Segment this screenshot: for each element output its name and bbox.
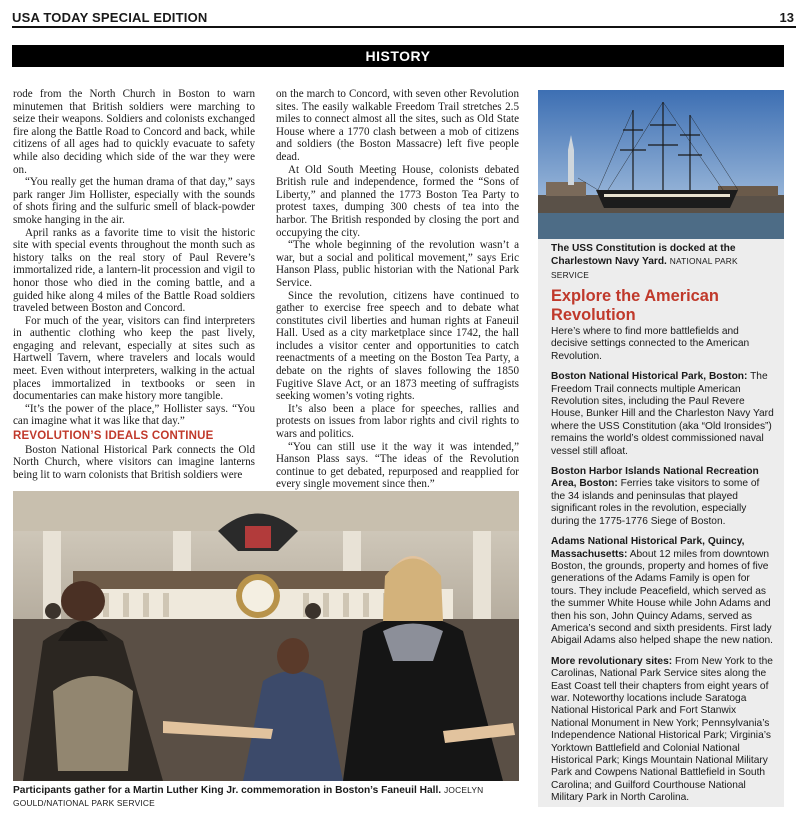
sidebar-body (551, 326, 775, 813)
sidebar-entry (551, 371, 775, 458)
faneuil-hall-photo (13, 491, 519, 781)
entry-heading: Boston National Historical Park, Boston: (551, 371, 748, 383)
sidebar-title: Explore the American Revolution (551, 287, 719, 324)
entry-heading: More revolutionary sites: (551, 655, 673, 667)
paragraph: April ranks as a favorite time to visit the historic site with special events throughout the month such as history talks on the real story of Paul Revere’s immortalized ride, a lantern-lit procession and vigil to honor those who died in the coming battle, and a guided hike along 4 miles of the Battle Road soldiers traveled between Boston and Concord. (13, 226, 255, 315)
paragraph: “It’s the power of the place,” Hollister says. “You can imagine what it was like that day.” (13, 402, 255, 428)
caption-text: Participants gather for a Martin Luther King Jr. commemoration in Boston’s Faneuil Hall. (13, 785, 442, 796)
section-banner: HISTORY (12, 45, 784, 67)
ship-caption-text: The USS Constitution is docked at the Charlestown Navy Yard. (551, 243, 736, 268)
entry-text: Ferries take visitors to some of the 34 islands and peninsulas that played significant roles in the revolution, especially during the 1775-1776 Siege of Boston. (551, 478, 760, 527)
entry-text: The Freedom Trail connects multiple American Revolution sites, including the Paul Revere House, Bunker Hill and the Charleston Navy Yard where the USS Constitution (aka “Old Ironsides”) remains the world’s oldest commissioned naval vessel still afloat. (551, 371, 774, 457)
ship-photo-credit: NATIONAL PARK SERVICE (551, 256, 738, 280)
paragraph: At Old South Meeting House, colonists debated British rule and independence, formed the “Sons of Liberty,” and planned the 1773 Boston Tea Party to protest taxes, dumping 300 chests of tea into the harbor. The British responded by closing the port and occupying the city. (276, 163, 519, 239)
sidebar-entry (551, 536, 775, 648)
entry-heading: Adams National Historical Park, Quincy, Massachusetts: (551, 536, 745, 560)
paragraph: For much of the year, visitors can find interpreters in authentic clothing who keep the past lively, engaging and relevant, especially at sites such as Hartwell Tavern, where travelers and locals would meet. Even without interpreters, walking in the actual places immortalized in textbooks or seen in documentaries can make history more tangible. (13, 314, 255, 403)
paragraph: on the march to Concord, with seven other Revolution sites. The easily walkable Freedom Trail stretches 2.5 miles to connect almost all the sites, such as Old State House where a 1770 clash between a mob of citizens and soldiers (the Boston Massacre) left five people dead. (276, 88, 519, 163)
paragraph: rode from the North Church in Boston to warn minutemen that British soldiers were marching to seize their weapons. Soldiers and colonists exchanged fire along the Battle Road to Concord and back, while citizens of all ages had to quickly evacuate to safety while also deciding which side of the war they were on. (13, 88, 255, 176)
paragraph: “You really get the human drama of that day,” says park ranger Jim Hollister, especially with the sounds of shots firing and the sulfuric smell of black-powder smoke hanging in the air. (13, 176, 255, 226)
paragraph: “You can still use it the way it was intended,” Hanson Plass says. “The ideas of the Revolution continue to get debated, repurposed and reapplied for every single movement since then.” (276, 440, 519, 491)
header-rule (12, 26, 796, 28)
photo-credit: JOCELYN GOULD/NATIONAL PARK SERVICE (13, 785, 484, 809)
article-column-1 (13, 88, 255, 481)
sidebar-entry (551, 656, 775, 805)
subhead: REVOLUTION’S IDEALS CONTINUE (13, 430, 214, 443)
page-number: 13 (779, 10, 794, 25)
entry-text: About 12 miles from downtown Boston, the grounds, property and homes of five generations of the Adams Family is open for tours. They include Peacefield, which served as the summer White House while John Adams and then his son, John Quincy Adams, served as America’s second and sixth presidents. First lady Abigail Adams also helped shape the new nation. (551, 548, 774, 647)
entry-heading: Boston Harbor Islands National Recreation Area, Boston: (551, 466, 759, 490)
ship-photo-caption (551, 243, 775, 282)
paragraph: “The whole beginning of the revolution wasn’t a war, but a social and political movement,” says Eric Hanson Plass, public historian with the National Park Service. (276, 239, 519, 289)
paragraph: Boston National Historical Park connects the Old North Church, where visitors can imagine lanterns being lit to warn colonists that British soldiers were (13, 443, 255, 481)
sidebar-entry (551, 466, 775, 528)
main-photo-caption (13, 784, 519, 811)
paragraph: It’s also been a place for speeches, rallies and protests on issues from labor rights and civil rights to wars and politics. (276, 402, 519, 441)
entry-text: From New York to the Carolinas, National Park Service sites along the East Coast tell their chapters from eight years of war. Noteworthy locations include Saratoga National Historical Park and Fort Stanwix National Monument in New York; Pennsylvania’s Independence National Historical Park; Virginia’s Yorktown Battlefield and Colonial National Historical Park; Kings Mountain National Military Park and Cowpens National Battlefield in South Carolina; and Guilford Courthouse National Military Park in North Carolina. (551, 655, 773, 804)
article-column-2 (276, 88, 519, 491)
sidebar-intro: Here’s where to find more battlefields and decisive settings connected to the American Revolution. (551, 326, 750, 362)
paragraph: Since the revolution, citizens have continued to gather to exercise free speech and to debate what constitutes civil liberties and human rights at Faneuil Hall. Used as a city marketplace since 1742, the hall includes a visitor center and opportunities to catch reenactments of a meeting on the Boston Tea Party, a debate on the rights of slaves following the 1850 Fugitive Slave Act, or an 1873 meeting of suffragists seeking women’s voting rights. (276, 289, 519, 403)
publication-title: USA TODAY SPECIAL EDITION (12, 10, 208, 25)
uss-constitution-photo (538, 90, 784, 239)
